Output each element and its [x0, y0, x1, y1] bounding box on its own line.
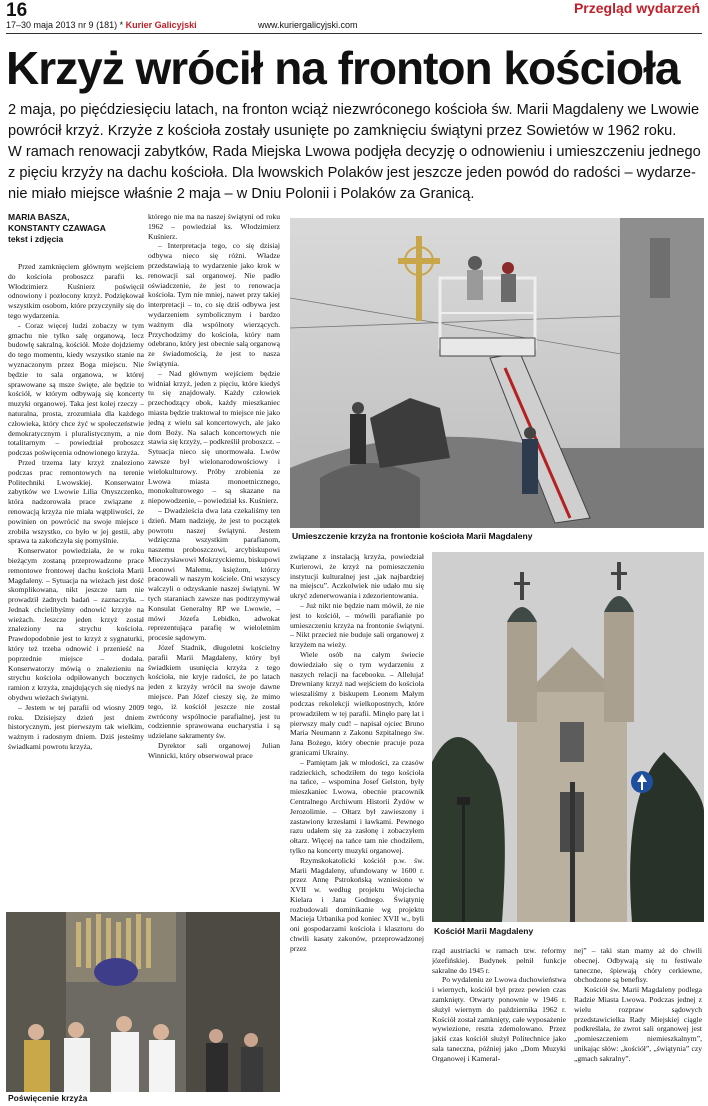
lead-line: W ramach renowacji zabytków, Rada Miejska Lwowa podjęła decyzję o odnowieniu i umieszczeniu jednego — [8, 144, 701, 160]
paragraph: Kościół św. Marii Magdaleny podlega Radzie Miasta Lwowa. Podczas jednej z wielu rozpraw sądowych przedstawicielka Rady Miejskiej ciągle podkreślała, że zwrot sali organowej jest „pomieszczeniem niemieszkalnym”, unikając słów: „kościół”, „świątynia” czy „gmach sakralny”. — [574, 985, 702, 1063]
paragraph: nej” – taki stan mamy aż do chwili obecnej. Odbywają się tu festiwale taneczne, śpiewają chóry cerkiewne, obchodzone są benefisy. — [574, 946, 702, 985]
paragraph: Konserwator powiedziała, że w roku bieżącym zostaną przeprowadzone prace remontowe frontowej dachu kościoła Marii Magdaleny. – Sytuacja na wieżach jest dość skomplikowana, nikt jeszcze tam nie prowadził żadnych badań – zaznaczyła. – Jednak chcielibyśmy odnowić krzyże na wieżach. Jeszcze jeden krzyż został znaleziony na strychu kościoła. Prawdopodobnie jest to krzyż z sygnaturki, który też trzeba odnowić i przenieść na poprzednie miejsce – dodała. Konserwatorzy mówią o znalezieniu na strychu kościoła odpiłowanych bocznych ramion z krzyża, znajdujących się niedyś na obydwu wieżach świątyni. — [8, 546, 144, 703]
author-2: KONSTANTY CZAWAGA — [8, 223, 106, 233]
lead-line: z pięciu krzyży na dachu kościoła. Dla lwowskich Polaków jest jeszcze jeden powód do radości – wydarze- — [8, 165, 696, 181]
article-column-3 — [290, 552, 424, 1100]
paragraph: - Coraz więcej ludzi zobaczy w tym gmachu nie tylko salę organową, lecz budowlę sakralną, kościół. Może dojdziemy do tego momentu, kiedy wszystko stanie na wyznaczonym przez Boga miejscu. Nie będzie to sala organowa, w której sprawowane są msze święte, ale będzie to kościół, w którym odbywają się koncerty muzyki organowej. Taka jest kolej rzeczy – naturalna, prosta, zrozumiała dla każdego człowieka, który chce żyć w społeczeństwie demokratycznym i pluralistycznym, a nie totalitarnym – powiedział proboszcz podczas poświęcenia odnowionego krzyża. — [8, 320, 144, 458]
paragraph: Po wydaleniu ze Lwowa duchowieństwa i wiernych, kościół był przez pewien czas zamknięty. Otwarty ponownie w 1946 r. służył wiernym do października 1962 r. Kościół został zamknięty, całe wyposażenie wywiezione, reszta zdemolowano. Przez jakiś czas kościół służył Politechnice jako sala taneczna, później jako „Dom Muzyki Organowej i Kameral- — [432, 975, 566, 1063]
author-1: MARIA BASZA, — [8, 212, 70, 222]
page-number: 16 — [6, 0, 28, 21]
paragraph: – Pamiętam jak w młodości, za czasów radzieckich, schodziłem do tego kościoła na tańce, – wspomina Josef Gelston, były mieszkaniec Lwowa, obecnie pracownik Centralnego Archiwum Historii Żydów w Jerozolimie. – Ołtarz był zawieszony i zastawiony krzesłami i ławkami. Pewnego razu udałem się za zasłonę i zobaczyłem ołtarz. Więcej na tańce tam nie chodziłem, tylko na koncerty muzyki organowej. — [290, 757, 424, 855]
church-photo — [432, 552, 704, 922]
lead-line: powrócił krzyż. Krzyże z kościoła zostały usunięte po zamknięciu świątyni przez Sowietów w 1962 roku. — [8, 123, 677, 139]
paragraph: – Już nikt nie będzie nam mówił, że nie jest to kościół, – mówili parafianie po umieszczeniu krzyża na frontonie świątyni. – Nikt przecież nie buduje sali organowej z krzyżem na wieży. — [290, 600, 424, 650]
paragraph: Dyrektor sali organowej Julian Winnicki, który obserwował prace — [148, 741, 280, 760]
lead-line: nie miało miejsce właśnie 2 maja – w Dniu Polonii i Polaków za Granicą. — [8, 186, 475, 202]
lead-line: 2 maja, po pięćdziesięciu latach, na fronton wciąż niezwróconego kościoła św. Marii Magdaleny we Lwowie — [8, 102, 700, 118]
crane-photo — [290, 218, 704, 528]
byline-credit: tekst i zdjęcia — [8, 234, 64, 244]
article-column-4 — [432, 946, 566, 1100]
paragraph: którego nie ma na naszej świątyni od roku 1962 – powiedział ks. Włodzimierz Kuśnierz. — [148, 212, 280, 241]
paragraph: Wiele osób na całym świecie dowiedziało się o tym wydarzeniu z naszych relacji na facebooku. – Alleluja! Drewniany krzyż nad wejściem do kościoła wieszaliśmy z biskupem Leonem Małym podczas rekolekcji wielkopostnych, które prowadziłem w tej parafii. Minęło parę lat i pierwszy mały cud! – napisał ojciec Bruno Maria Neumann z Zakonu Szpitalnego św. Jana Bożego, który obecnie pracuje poza granicami Ukrainy. — [290, 649, 424, 757]
paragraph: Rzymskokatolicki kościół p.w. św. Marii Magdaleny, ufundowany w 1600 r. przez Annę Pstrokońską wzniesiono w XVII w. według projektu Wojciecha Kielara i Jana Godnego. Świątynię rozbudowali dominikanie wg projektu Macieja Urbanika pod koniec XVII w., byli oni gospodarzami kościoła i klasztoru do chwili kasaty zakonów, przeprowadzonej przez — [290, 855, 424, 953]
header-rule — [6, 33, 702, 34]
paragraph: – Nad głównym wejściem będzie widniał krzyż, jeden z pięciu, które kiedyś tu się znajdowały. Każdy człowiek przechodzący obok, każdy mieszkaniec miasta będzie traktował to miejsce nie jako jedną z wielu sal koncertowych, ale jako dom Boży. Na salach koncertowych nie stawia się krzyży, – podkreślił proboszcz. – Sytuacja nieco się unormowała. Lwów zawsze był wielonarodowościowy i wielokulturowy. Próby zrobienia ze Lwowa miasta monoetnicznego, monokulturowego – są skazane na niepowodzenie, – powiedział ks. Kuśnierz. — [148, 368, 280, 506]
paragraph: rząd austriacki w ramach tzw. reformy józefińskiej. Budynek pełnił funkcje sakralne do 1945 r. — [432, 946, 566, 975]
paragraph: związane z instalacją krzyża, powiedział Kurierowi, że krzyż na pomieszczeniu instytucji kulturalnej jest „jak najbardziej na miejscu”. Aczkolwiek nie udało mu się ukryć zdenerwowania i zdezorientowania. — [290, 552, 424, 601]
section-title: Przegląd wydarzeń — [573, 0, 700, 16]
paragraph: – Dwadzieścia dwa lata czekaliśmy ten dzień. Mam nadzieję, że jest to początek powrotu naszej świątyni. Jestem wdzięczna wszystkim parafianom, naszemu proboszczowi, arcybiskupowi Mieczysławowi Mokrzyckiemu, biskupowi Leonowi Małemu, księżom, którzy pracowali w naszym kościele. Oni wszyscy walczyli o odzyskanie naszej świątyni. W tych staraniach zawsze nas podtrzymywał Konsulat Generalny RP we Lwowie, – mówi Józefa Lebidko, adwokat reprezentująca parafię w wieloletnim procesie sądowym. — [148, 505, 280, 643]
paragraph: Józef Stadnik, długoletni kościelny parafii Marii Magdaleny, który był świadkiem usunięcia krzyża z tego kościoła, nie kryje radości, że po latach jeden z krzyży wrócił na swoje dawne miejsce. Pan Józef cieszy się, że mimo tego, iż kościół jeszcze nie został zwrócony wspólnocie parafialnej, jest tu codziennie sprawowana eucharystia i są udzielane sakramenty św. — [148, 643, 280, 741]
paragraph: Przed trzema laty krzyż znaleziono podczas prac remontowych na terenie Politechniki Lwowskiej. Konserwator zabytków we Lwowie Lilia Onyszczenko, która nadzorowała prace związane z renowacją krzyża nie miała wątpliwości, że powinien on powrócić na swoje miejsce i zrobiła wszystko, co było w jej gestii, aby sprawa ta zakończyła się pomyślnie. — [8, 457, 144, 546]
paragraph: Przed zamknięciem głównym wejściem do kościoła proboszcz parafii ks. Włodzimierz Kuśnierz poświęcił odnowiony i pozłocony krzyż. Podziękował wszystkim osobom, które przyczyniły się do tego wydarzenia. — [8, 262, 144, 320]
blessing-photo — [6, 912, 280, 1092]
crane-photo-caption: Umieszczenie krzyża na frontonie kościoła Marii Magdaleny — [292, 531, 533, 541]
publication-name: Kurier Galicyjski — [125, 20, 197, 30]
article-column-1 — [8, 262, 144, 910]
paragraph: – Interpretacja tego, co się dzisiaj odbywa nieco się różni. Władze przedstawiają to wydarzenie jako krok w renowacji sal organowej. Nie padło oświadczenie, że jest to renowacja kościoła. Tym nie mniej, nawet przy takiej interpretacji – to, co się dziś odbywa jest wydarzeniem symbolicznym i bardzo ważnym dla wspólnoty wierzących. Przychodzimy do kościoła, który nam odebrano, który jest obecnie salą organową ze świadomością, że jest to nasza świątynia. — [148, 241, 280, 368]
issue-date: 17–30 maja 2013 nr 9 (181) * — [6, 20, 124, 30]
issue-info — [6, 20, 197, 30]
headline: Krzyż wrócił na fronton kościoła — [6, 42, 680, 94]
website[interactable]: www.kuriergalicyjski.com — [258, 20, 358, 30]
church-photo-caption: Kościół Marii Magdaleny — [434, 926, 534, 936]
article-column-2 — [148, 212, 280, 910]
byline — [8, 212, 106, 245]
article-column-5 — [574, 946, 702, 1100]
blessing-photo-caption: Poświęcenie krzyża — [8, 1093, 88, 1103]
paragraph: – Jestem w tej parafii od wiosny 2009 roku. Dzisiejszy dzień jest dniem historycznym, jest pierwszym tak wielkim, ważnym i radosnym dniem. Dziś jesteśmy świadkami powrotu krzyża, — [8, 702, 144, 752]
